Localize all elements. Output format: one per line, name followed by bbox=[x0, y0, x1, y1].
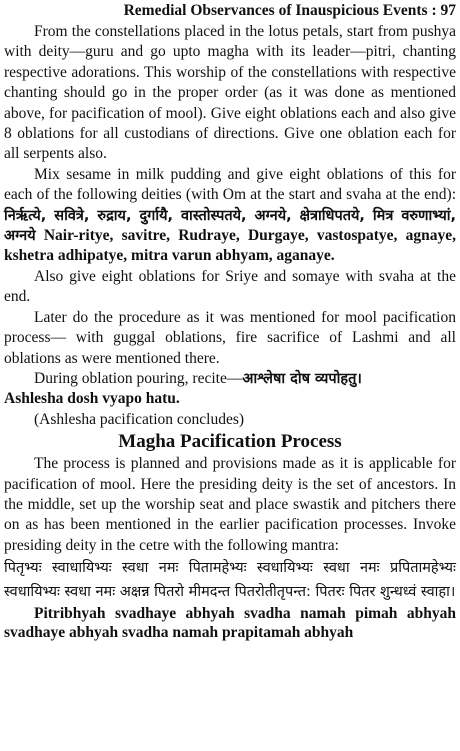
paragraph-sriye-somaye: Also give eight oblations for Sriye and somaye with svaha at the end. bbox=[4, 267, 456, 306]
deities-devanagari: निर्ऋत्ये, सवित्रे, रुद्राय, दुर्गायै, वास्तोस्पतये, अग्नये, क्षेत्राधिपतये, मित्र वरुणाभ्यां, अग्नये bbox=[4, 207, 456, 245]
recite-text: During oblation pouring, recite— bbox=[34, 369, 243, 387]
sesame-text: Mix sesame in milk pudding and give eight oblations of this for each of the following deities (with Om at the start and svaha at the end): bbox=[4, 165, 456, 204]
page-body bbox=[0, 22, 460, 642]
ashlesha-conclusion: (Ashlesha pacification concludes) bbox=[34, 410, 245, 428]
mantra-devanagari: पितृभ्यः स्वाधायिभ्यः स्वधा नमः पितामहेभ्यः स्वधायिभ्यः स्वधा नमः प्रपितामहेभ्यः स्वधायिभ्यः स्वधा नमः अक्षन्न पितरो मीमदन्त पितरोतीतृपन्त: पितरः पितर शुन्धध्वं स्वाहा। bbox=[4, 560, 456, 601]
paragraph-constellations: From the constellations placed in the lotus petals, start from pushya with deity—guru and go upto magha with its leader—pitri, chanting respective adorations. This worship of the constellations with respective chanting should go in the proper order (as it was done as mentioned above, for pacification of mool). Give eight oblations each and also give 8 oblations for all custodians of directions. Give one oblation each for all serpents also. bbox=[4, 23, 456, 163]
deities-transliteration: Nair-ritye, savitre, Rudraye, Durgaye, vastospatye, agnaye, kshetra adhipatye, mitra varun abhyam, aganaye. bbox=[4, 227, 456, 265]
paragraph-mool-procedure: Later do the procedure as it was mentioned for mool pacification process— with guggal oblations, fire sacrifice of Lashmi and all oblations as were mentioned there. bbox=[4, 308, 456, 367]
paragraph-sesame-oblations bbox=[4, 165, 456, 267]
paragraph-magha-process: The process is planned and provisions made as it is applicable for pacification of mool. Here the presiding deity is the set of ancestors. In the middle, set up the worship seat and place swastik and pitchers there on as has been mentioned in the earlier pacification processes. Invoke presiding deity in the cetre with the following mantra: bbox=[4, 455, 456, 554]
paragraph-recite bbox=[4, 369, 456, 389]
mantra-transliteration: Pitribhyah svadhaye abhyah svadha namah pimah abhyah svadhaye abhyah svadha namah prapitamah abhyah bbox=[4, 605, 456, 642]
recite-transliteration: Ashlesha dosh vyapo hatu. bbox=[4, 390, 180, 408]
recite-devanagari: आश्लेषा दोष व्यपोहतु। bbox=[242, 370, 362, 387]
section-heading: Magha Pacification Process bbox=[118, 431, 342, 453]
running-header: Remedial Observances of Inauspicious Events : 97 bbox=[123, 2, 456, 19]
